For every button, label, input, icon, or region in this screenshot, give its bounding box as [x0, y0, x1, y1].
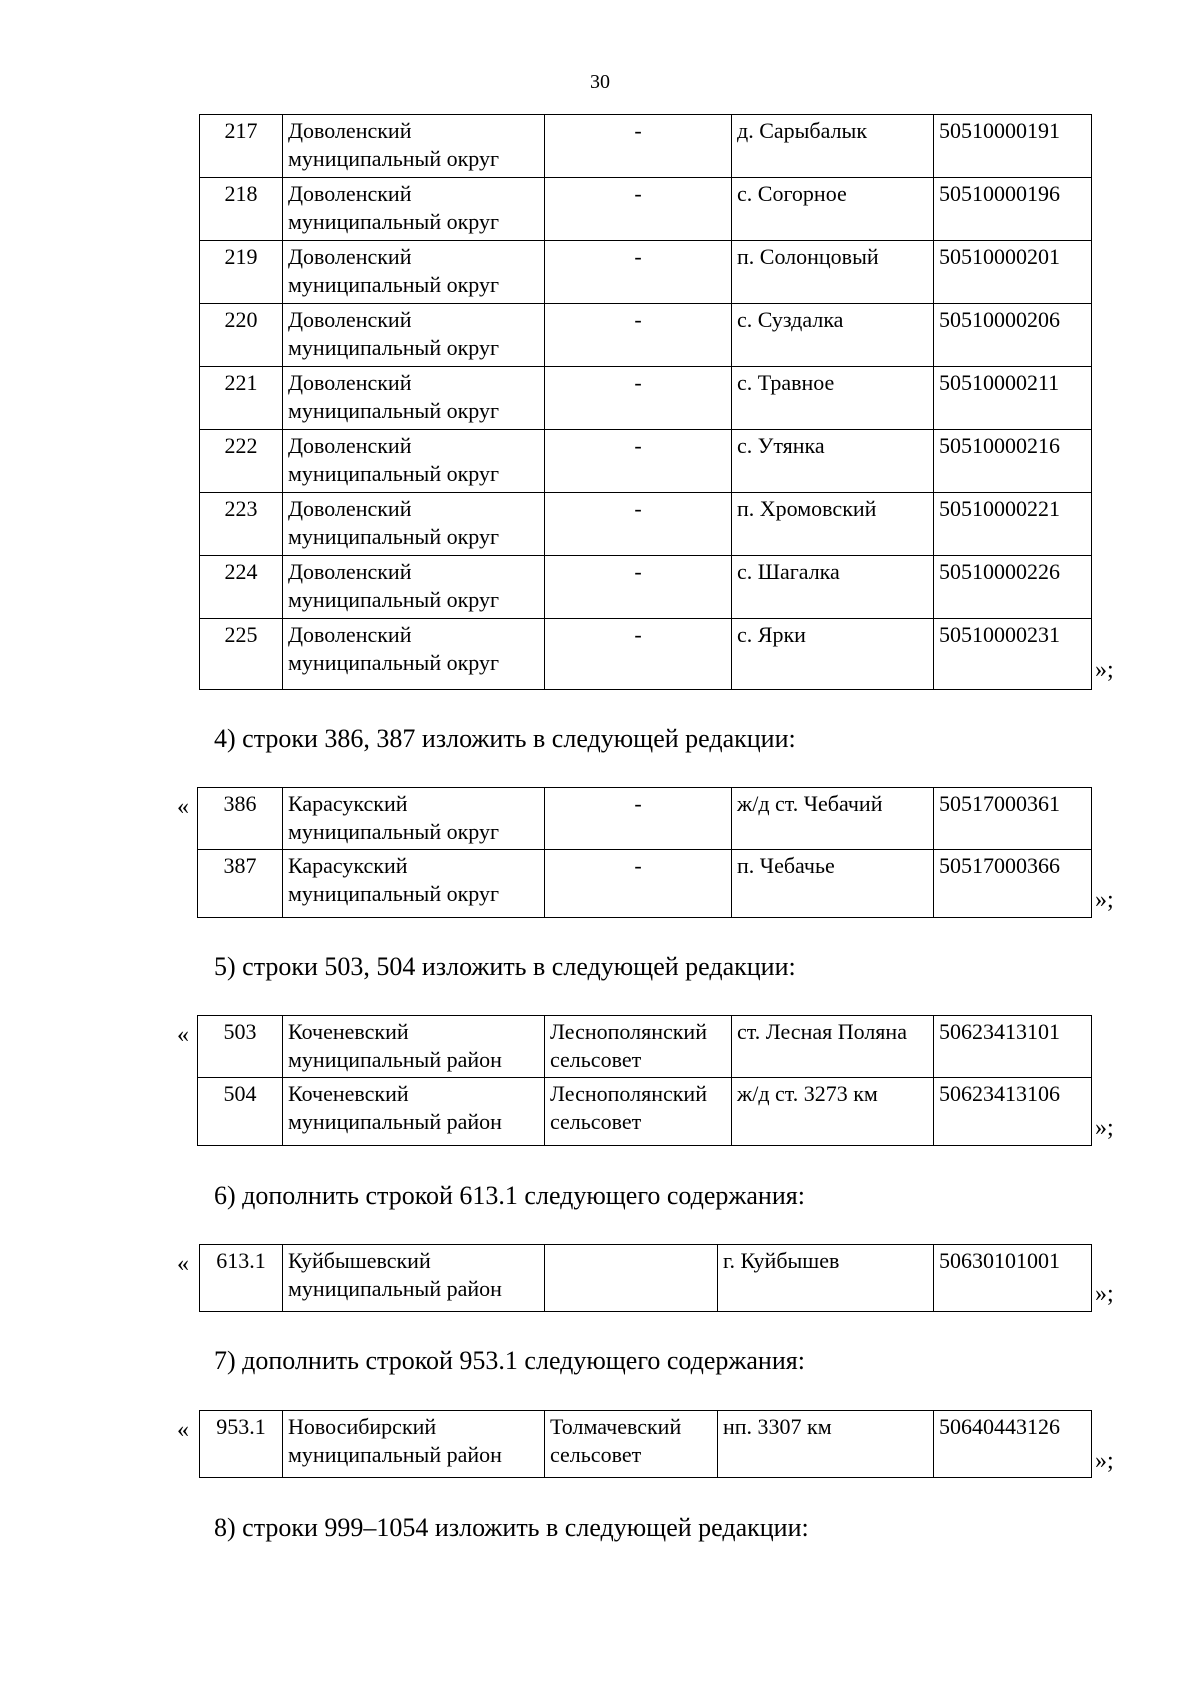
closing-quote: »; — [1095, 657, 1114, 683]
row-number: 225 — [200, 619, 283, 690]
municipality-type: муниципальный округ — [288, 272, 500, 297]
municipality-cell — [283, 304, 545, 367]
row-number: 217 — [200, 115, 283, 178]
opening-quote: « — [177, 1417, 189, 1443]
oktmo-code-cell: 50510000226 — [934, 556, 1092, 619]
municipality-type: муниципальный округ — [288, 587, 500, 612]
table-row — [198, 788, 1092, 850]
municipality-name: Доволенский — [288, 496, 412, 521]
table-row-613-1 — [199, 1244, 1092, 1312]
municipality-type: муниципальный округ — [288, 209, 500, 234]
table-row — [200, 1245, 1092, 1312]
municipality-cell — [283, 788, 545, 850]
municipality-type: муниципальный район — [288, 1047, 502, 1072]
municipality-type: муниципальный район — [288, 1109, 502, 1134]
municipality-type: муниципальный район — [288, 1276, 502, 1301]
settlement-cell: - — [545, 367, 732, 430]
row-number: 222 — [200, 430, 283, 493]
oktmo-code-cell: 50510000231 — [934, 619, 1092, 690]
locality-cell: с. Ярки — [732, 619, 934, 690]
municipality-type: муниципальный округ — [288, 819, 500, 844]
row-number: 386 — [198, 788, 283, 850]
table-row — [198, 850, 1092, 918]
settlement-cell — [545, 1078, 732, 1146]
municipality-type: муниципальный округ — [288, 881, 500, 906]
municipality-cell — [283, 241, 545, 304]
table-row — [200, 493, 1092, 556]
locality-cell: п. Солонцовый — [732, 241, 934, 304]
settlement-name: Леснополянский — [550, 1019, 707, 1044]
row-number: 503 — [198, 1016, 283, 1078]
locality-cell: с. Согорное — [732, 178, 934, 241]
table-row-953-1 — [199, 1410, 1092, 1478]
table-row — [200, 430, 1092, 493]
table-row — [200, 556, 1092, 619]
row-number: 953.1 — [200, 1411, 283, 1478]
closing-quote: »; — [1095, 1115, 1114, 1141]
locality-cell: с. Травное — [732, 367, 934, 430]
oktmo-code-cell: 50623413106 — [934, 1078, 1092, 1146]
locality-cell: ж/д ст. Чебачий — [732, 788, 934, 850]
municipality-name: Новосибирский — [288, 1414, 437, 1439]
table-row — [200, 115, 1092, 178]
table-row — [200, 367, 1092, 430]
municipality-name: Доволенский — [288, 433, 412, 458]
closing-quote: »; — [1095, 1281, 1114, 1307]
oktmo-code-cell: 50517000361 — [934, 788, 1092, 850]
locality-cell: ст. Лесная Поляна — [732, 1016, 934, 1078]
locality-cell: п. Хромовский — [732, 493, 934, 556]
oktmo-code-cell: 50510000191 — [934, 115, 1092, 178]
municipality-name: Доволенский — [288, 244, 412, 269]
closing-quote: »; — [1095, 887, 1114, 913]
municipality-name: Доволенский — [288, 307, 412, 332]
settlement-type: сельсовет — [550, 1442, 642, 1467]
municipality-name: Коченевский — [288, 1081, 409, 1106]
oktmo-code-cell: 50640443126 — [934, 1411, 1092, 1478]
oktmo-code-cell: 50510000201 — [934, 241, 1092, 304]
locality-cell: п. Чебачье — [732, 850, 934, 918]
municipality-cell — [283, 367, 545, 430]
instruction-4: 4) строки 386, 387 изложить в следующей редакции: — [214, 724, 796, 753]
row-number: 224 — [200, 556, 283, 619]
municipality-type: муниципальный округ — [288, 146, 500, 171]
table-rows-386-387 — [197, 787, 1092, 918]
page-number: 30 — [590, 71, 610, 93]
municipality-type: муниципальный округ — [288, 650, 500, 675]
locality-cell: ж/д ст. 3273 км — [732, 1078, 934, 1146]
locality-cell: с. Утянка — [732, 430, 934, 493]
municipality-name: Куйбышевский — [288, 1248, 431, 1273]
municipality-cell — [283, 1078, 545, 1146]
instruction-7: 7) дополнить строкой 953.1 следующего содержания: — [214, 1346, 805, 1375]
table-row — [198, 1016, 1092, 1078]
municipality-cell — [283, 115, 545, 178]
instruction-8: 8) строки 999–1054 изложить в следующей редакции: — [214, 1513, 809, 1542]
municipality-type: муниципальный район — [288, 1442, 502, 1467]
table-row — [200, 619, 1092, 690]
settlement-cell — [545, 1411, 718, 1478]
table-rows-503-504 — [197, 1015, 1092, 1146]
table-row — [200, 1411, 1092, 1478]
opening-quote: « — [177, 794, 189, 820]
oktmo-code-cell: 50510000216 — [934, 430, 1092, 493]
settlement-cell: - — [545, 241, 732, 304]
municipality-name: Карасукский — [288, 853, 408, 878]
settlement-cell: - — [545, 556, 732, 619]
oktmo-code-cell: 50510000196 — [934, 178, 1092, 241]
municipality-cell — [283, 1245, 545, 1312]
row-number: 219 — [200, 241, 283, 304]
locality-cell: нп. 3307 км — [718, 1411, 934, 1478]
table-row — [200, 304, 1092, 367]
settlement-name: Леснополянский — [550, 1081, 707, 1106]
settlement-name: Толмачевский — [550, 1414, 682, 1439]
municipality-name: Доволенский — [288, 370, 412, 395]
settlement-cell: - — [545, 304, 732, 367]
municipality-type: муниципальный округ — [288, 398, 500, 423]
settlement-cell: - — [545, 430, 732, 493]
municipality-type: муниципальный округ — [288, 524, 500, 549]
row-number: 221 — [200, 367, 283, 430]
municipality-cell — [283, 430, 545, 493]
oktmo-code-cell: 50510000221 — [934, 493, 1092, 556]
oktmo-code-cell: 50510000206 — [934, 304, 1092, 367]
row-number: 223 — [200, 493, 283, 556]
municipality-type: муниципальный округ — [288, 335, 500, 360]
row-number: 613.1 — [200, 1245, 283, 1312]
settlement-cell — [545, 1245, 718, 1312]
settlement-cell: - — [545, 619, 732, 690]
settlement-cell: - — [545, 115, 732, 178]
municipality-name: Доволенский — [288, 181, 412, 206]
opening-quote: « — [177, 1251, 189, 1277]
settlement-cell — [545, 1016, 732, 1078]
settlement-cell: - — [545, 788, 732, 850]
table-rows-217-225 — [199, 114, 1092, 690]
settlement-cell: - — [545, 178, 732, 241]
locality-cell: с. Шагалка — [732, 556, 934, 619]
municipality-type: муниципальный округ — [288, 461, 500, 486]
oktmo-code-cell: 50630101001 — [934, 1245, 1092, 1312]
closing-quote: »; — [1095, 1448, 1114, 1474]
row-number: 504 — [198, 1078, 283, 1146]
locality-cell: с. Суздалка — [732, 304, 934, 367]
municipality-name: Карасукский — [288, 791, 408, 816]
row-number: 218 — [200, 178, 283, 241]
municipality-cell — [283, 850, 545, 918]
settlement-type: сельсовет — [550, 1047, 642, 1072]
row-number: 220 — [200, 304, 283, 367]
municipality-cell — [283, 556, 545, 619]
table-row — [200, 241, 1092, 304]
municipality-name: Доволенский — [288, 622, 412, 647]
municipality-name: Доволенский — [288, 118, 412, 143]
oktmo-code-cell: 50510000211 — [934, 367, 1092, 430]
table-row — [200, 178, 1092, 241]
instruction-6: 6) дополнить строкой 613.1 следующего содержания: — [214, 1181, 805, 1210]
settlement-cell: - — [545, 850, 732, 918]
municipality-cell — [283, 1411, 545, 1478]
municipality-cell — [283, 619, 545, 690]
locality-cell: г. Куйбышев — [718, 1245, 934, 1312]
oktmo-code-cell: 50517000366 — [934, 850, 1092, 918]
instruction-5: 5) строки 503, 504 изложить в следующей редакции: — [214, 952, 796, 981]
locality-cell: д. Сарыбалык — [732, 115, 934, 178]
municipality-cell — [283, 1016, 545, 1078]
municipality-name: Коченевский — [288, 1019, 409, 1044]
settlement-cell: - — [545, 493, 732, 556]
municipality-cell — [283, 178, 545, 241]
oktmo-code-cell: 50623413101 — [934, 1016, 1092, 1078]
opening-quote: « — [177, 1022, 189, 1048]
row-number: 387 — [198, 850, 283, 918]
municipality-cell — [283, 493, 545, 556]
municipality-name: Доволенский — [288, 559, 412, 584]
settlement-type: сельсовет — [550, 1109, 642, 1134]
table-row — [198, 1078, 1092, 1146]
